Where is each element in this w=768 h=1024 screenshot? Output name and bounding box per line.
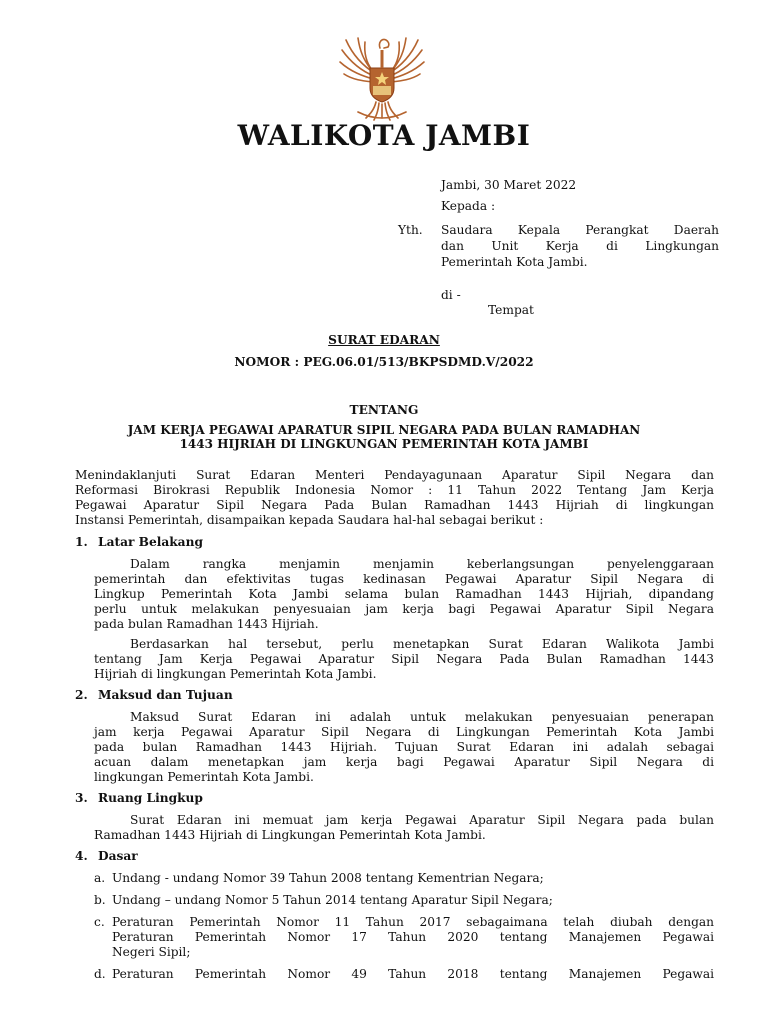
tentang-label: TENTANG (349, 403, 419, 417)
list-item: Undang - undang Nomor 39 Tahun 2008 tentang Kementrian Negara; (112, 871, 544, 885)
paragraph-line: pemerintah dan efektivitas tugas kedinasan Pegawai Aparatur Sipil Negara di (94, 572, 714, 586)
section-number: 2. (75, 688, 88, 702)
list-item: Peraturan Pemerintah Nomor 11 Tahun 2017 sebagaimana telah diubah dengan (112, 915, 714, 929)
list-item: Negeri Sipil; (112, 945, 191, 959)
list-marker: b. (94, 893, 106, 907)
to-label: Kepada : (441, 199, 496, 213)
paragraph-line: pada bulan Ramadhan 1443 Hijriah. Tujuan Surat Edaran ini adalah sebagai (94, 740, 714, 754)
subject-line: 1443 HIJRIAH DI LINGKUNGAN PEMERINTAH KOTA JAMBI (179, 437, 589, 451)
paragraph-line: Dalam rangka menjamin menjamin keberlangsungan penyelenggaraan (130, 557, 714, 571)
list-item: Peraturan Pemerintah Nomor 49 Tahun 2018 tentang Manajemen Pegawai (112, 967, 714, 981)
intro-line: Instansi Pemerintah, disampaikan kepada Saudara hal-hal sebagai berikut : (75, 513, 544, 527)
tempat-label: Tempat (488, 303, 534, 317)
garuda-emblem-icon (336, 28, 428, 124)
list-marker: c. (94, 915, 105, 929)
recipient-line: Pemerintah Kota Jambi. (441, 255, 588, 269)
di-label: di - (441, 288, 461, 302)
intro-line: Menindaklanjuti Surat Edaran Menteri Pendayagunaan Aparatur Sipil Negara dan (75, 468, 714, 482)
list-marker: a. (94, 871, 106, 885)
paragraph-line: Lingkup Pemerintah Kota Jambi selama bulan Ramadhan 1443 Hijriah, dipandang (94, 587, 714, 601)
intro-line: Reformasi Birokrasi Republik Indonesia Nomor : 11 Tahun 2022 Tentang Jam Kerja (75, 483, 714, 497)
section-title: Latar Belakang (98, 535, 203, 549)
paragraph-line: acuan dalam menetapkan jam kerja bagi Pegawai Aparatur Sipil Negara di (94, 755, 714, 769)
section-title: Ruang Lingkup (98, 791, 203, 805)
list-marker: d. (94, 967, 106, 981)
letterhead-title: WALIKOTA JAMBI (237, 119, 531, 152)
paragraph-line: jam kerja Pegawai Aparatur Sipil Negara di Lingkungan Pemerintah Kota Jambi (94, 725, 714, 739)
yth-label: Yth. (398, 223, 423, 237)
letter-type: SURAT EDARAN (328, 333, 440, 347)
paragraph-line: perlu untuk melakukan penyesuaian jam kerja bagi Pegawai Aparatur Sipil Negara (94, 602, 714, 616)
section-number: 3. (75, 791, 88, 805)
paragraph-line: Surat Edaran ini memuat jam kerja Pegawai Aparatur Sipil Negara pada bulan (130, 813, 714, 827)
intro-line: Pegawai Aparatur Sipil Negara Pada Bulan Ramadhan 1443 Hijriah di lingkungan (75, 498, 714, 512)
paragraph-line: Berdasarkan hal tersebut, perlu menetapkan Surat Edaran Walikota Jambi (130, 637, 714, 651)
section-title: Maksud dan Tujuan (98, 688, 233, 702)
section-title: Dasar (98, 849, 138, 863)
paragraph-line: lingkungan Pemerintah Kota Jambi. (94, 770, 314, 784)
list-item: Peraturan Pemerintah Nomor 17 Tahun 2020 tentang Manajemen Pegawai (112, 930, 714, 944)
date-line: Jambi, 30 Maret 2022 (441, 178, 577, 192)
paragraph-line: Maksud Surat Edaran ini adalah untuk melakukan penyesuaian penerapan (130, 710, 714, 724)
paragraph-line: pada bulan Ramadhan 1443 Hijriah. (94, 617, 319, 631)
recipient-line: Saudara Kepala Perangkat Daerah (441, 223, 719, 237)
section-number: 4. (75, 849, 88, 863)
paragraph-line: Ramadhan 1443 Hijriah di Lingkungan Pemerintah Kota Jambi. (94, 828, 486, 842)
paragraph-line: Hijriah di lingkungan Pemerintah Kota Jambi. (94, 667, 377, 681)
list-item: Undang – undang Nomor 5 Tahun 2014 tentang Aparatur Sipil Negara; (112, 893, 553, 907)
paragraph-line: tentang Jam Kerja Pegawai Aparatur Sipil Negara Pada Bulan Ramadhan 1443 (94, 652, 714, 666)
recipient-line: dan Unit Kerja di Lingkungan (441, 239, 719, 253)
section-number: 1. (75, 535, 88, 549)
subject-line: JAM KERJA PEGAWAI APARATUR SIPIL NEGARA PADA BULAN RAMADHAN (127, 423, 641, 437)
letter-number: NOMOR : PEG.06.01/513/BKPSDMD.V/2022 (234, 355, 534, 369)
